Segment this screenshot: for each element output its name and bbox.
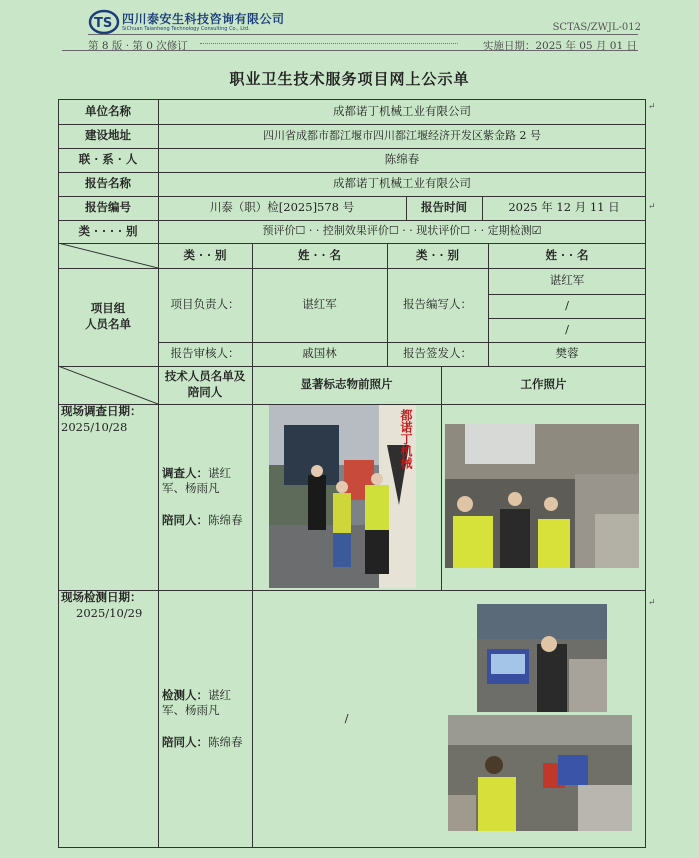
diagonal-header [58,243,158,268]
report-time-value: 2025 年 12 月 11 日 [508,200,620,215]
investigator-label: 调查人： [162,465,208,480]
team-group-label-line2: 人员名单 [85,317,131,331]
company-logo [88,8,285,36]
team-col-category: 类 · · 别 [183,247,227,262]
leader-label: 项目负责人： [170,297,240,312]
team-col-name-2: 姓 · · 名 [545,247,589,262]
svg-text:TS: TS [94,16,113,31]
survey-date-value: 2025/10/28 [61,419,128,434]
category-options: 预评价☐ · · 控制效果评价☐ · · 现状评价☐ · · 定期检测☑ [262,224,542,238]
inspection-date-cell [58,590,158,848]
leader-name: 谌红军 [302,297,337,312]
report-name-label: 报告名称 [85,176,131,191]
inspector-label: 检测人： [162,687,208,702]
inspection-companion-name: 陈绵春 [208,734,243,749]
photos-col-sign: 显著标志物前照片 [300,377,393,392]
inspection-date-label: 现场检测日期： [61,590,142,604]
survey-staff-cell [158,404,252,590]
team-col-category-2: 类 · · 别 [415,247,460,262]
company-name-en: SiChuan Taianheng Technology Consulting Co., Ltd. [122,25,250,32]
inspector-names: 谌红军、杨雨凡 [162,687,231,718]
survey-sign-photo [269,405,416,588]
contact-label: 联 · 系 · 人 [78,152,138,167]
inspection-work-photo-2 [448,715,632,831]
company-logo-icon [88,9,120,35]
header-rule-bottom [62,50,638,51]
inspection-sign-photo-placeholder: / [344,711,349,726]
survey-companion-name: 陈绵春 [208,512,243,527]
header-rule [88,34,638,35]
survey-companion-label: 陪同人： [162,512,208,527]
survey-date-label: 现场调查日期： [61,404,142,418]
report-time-label: 报告时间 [421,200,467,215]
inspection-companion-label: 陪同人： [162,734,208,749]
survey-date-cell [58,404,158,590]
reviewer-name: 戚国林 [302,346,337,361]
photos-col-work: 工作照片 [520,377,567,392]
dotted-leader [200,43,458,44]
photos-col-staff: 技术人员名单及陪同人 [164,369,246,399]
report-number-label: 报告编号 [85,200,131,215]
effective-date: 实施日期：2025 年 05 月 01 日 [482,40,637,52]
unit-name-value: 成都诺丁机械工业有限公司 [333,103,471,118]
survey-work-photo [445,424,639,568]
signer-name: 樊蓉 [555,346,579,361]
sign-text: 都诺丁机械 [399,409,413,469]
address-label: 建设地址 [85,128,131,143]
report-name-value: 成都诺丁机械工业有限公司 [333,176,471,191]
writer-name-2: / [565,298,569,313]
signer-label: 报告签发人： [403,346,472,361]
writer-label: 报告编写人： [403,297,472,312]
company-name-cn: 四川泰安生科技咨询有限公司 [122,11,285,26]
report-number-value: 川泰（职）检[2025]578 号 [209,200,355,215]
paragraph-mark: ↵ [648,598,656,608]
writer-name-3: / [565,322,569,337]
team-col-name: 姓 · · 名 [297,247,342,262]
reviewer-label: 报告审核人： [170,346,240,361]
contact-value: 陈绵春 [384,152,420,167]
inspection-work-photo-1 [477,604,607,712]
unit-name-label: 单位名称 [85,103,131,118]
diagonal-header-2 [58,366,158,404]
category-label: 类 · · · · 别 [78,223,138,238]
inspection-date-value: 2025/10/29 [76,605,143,620]
team-group-label [58,268,158,366]
writer-name-1: 谌红军 [549,273,585,288]
inspection-staff-cell [158,590,252,848]
investigator-names: 谌红军、杨雨凡 [162,465,231,496]
document-code: SCTAS/ZWJL-012 [552,22,641,33]
revision-text: 第 8 版 · 第 0 次修订 [88,40,188,52]
page-title: 职业卫生技术服务项目网上公示单 [229,70,470,88]
team-group-label-line1: 项目组 [90,301,126,316]
paragraph-mark: ↵ [648,202,656,212]
address-value: 四川省成都市都江堰市四川都江堰经济开发区紫金路 2 号 [263,128,541,142]
paragraph-mark: ↵ [648,102,656,112]
